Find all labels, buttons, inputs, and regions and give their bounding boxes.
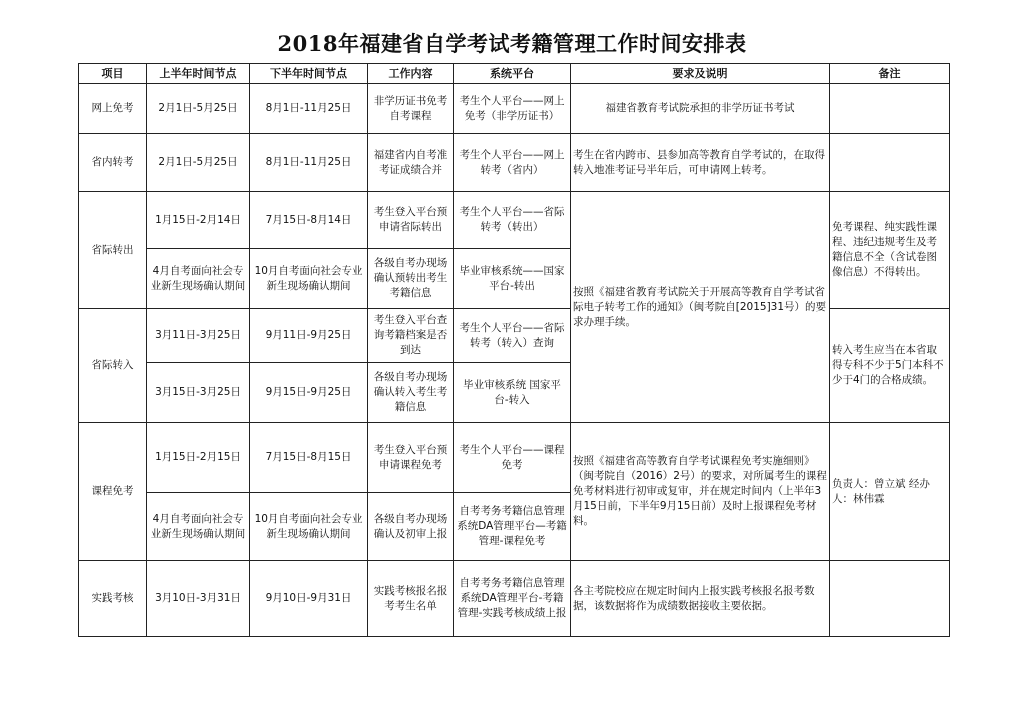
platform-cell: 自考考务考籍信息管理系统DA管理平台-考籍管理-实践考核成绩上报	[454, 561, 571, 637]
work-cell: 各级自考办现场确认转入考生考籍信息	[368, 363, 454, 423]
second-half-cell: 9月10日-9月31日	[250, 561, 368, 637]
remark-cell	[830, 561, 950, 637]
table-row	[79, 561, 950, 637]
first-half-cell: 3月15日-3月25日	[147, 363, 250, 423]
platform-cell: 考生个人平台——网上免考（非学历证书）	[454, 84, 571, 134]
header-item: 项目	[79, 64, 147, 84]
second-half-cell: 8月1日-11月25日	[250, 134, 368, 192]
work-cell: 各级自考办现场确认及初审上报	[368, 493, 454, 561]
remark-cell	[830, 134, 950, 192]
remark-cell: 免考课程、纯实践性课程、违纪违规考生及考籍信息不全（含试卷图像信息）不得转出。	[830, 192, 950, 309]
item-cell: 省内转考	[79, 134, 147, 192]
second-half-cell: 8月1日-11月25日	[250, 84, 368, 134]
second-half-cell: 7月15日-8月15日	[250, 423, 368, 493]
item-cell: 省际转入	[79, 309, 147, 423]
platform-cell: 自考考务考籍信息管理系统DA管理平台—考籍管理-课程免考	[454, 493, 571, 561]
first-half-cell: 4月自考面向社会专业新生现场确认期间	[147, 249, 250, 309]
requirement-cell: 各主考院校应在规定时间内上报实践考核报名报考数据，该数据将作为成绩数据接收主要依据。	[571, 561, 830, 637]
platform-cell: 考生个人平台——省际转考（转出）	[454, 192, 571, 249]
remark-cell: 负责人：曾立斌 经办人：林伟霖	[830, 423, 950, 561]
platform-cell: 考生个人平台——省际转考（转入）查询	[454, 309, 571, 363]
work-cell: 非学历证书免考自考课程	[368, 84, 454, 134]
header-second-half: 下半年时间节点	[250, 64, 368, 84]
item-cell: 实践考核	[79, 561, 147, 637]
first-half-cell: 3月10日-3月31日	[147, 561, 250, 637]
second-half-cell: 9月11日-9月25日	[250, 309, 368, 363]
item-cell: 网上免考	[79, 84, 147, 134]
first-half-cell: 1月15日-2月15日	[147, 423, 250, 493]
second-half-cell: 7月15日-8月14日	[250, 192, 368, 249]
work-cell: 考生登入平台预申请课程免考	[368, 423, 454, 493]
first-half-cell: 3月11日-3月25日	[147, 309, 250, 363]
table-row	[79, 84, 950, 134]
work-cell: 福建省内自考准考证成绩合并	[368, 134, 454, 192]
first-half-cell: 1月15日-2月14日	[147, 192, 250, 249]
header-remark: 备注	[830, 64, 950, 84]
requirement-cell: 考生在省内跨市、县参加高等教育自学考试的，在取得转入地准考证号半年后，可申请网上转考。	[571, 134, 830, 192]
header-requirement: 要求及说明	[571, 64, 830, 84]
platform-cell: 毕业审核系统——国家平台-转出	[454, 249, 571, 309]
second-half-cell: 10月自考面向社会专业新生现场确认期间	[250, 493, 368, 561]
platform-cell: 考生个人平台——课程免考	[454, 423, 571, 493]
work-cell: 实践考核报名报考考生名单	[368, 561, 454, 637]
table-row	[79, 134, 950, 192]
platform-cell: 毕业审核系统 国家平台-转入	[454, 363, 571, 423]
platform-cell: 考生个人平台——网上转考（省内）	[454, 134, 571, 192]
second-half-cell: 10月自考面向社会专业新生现场确认期间	[250, 249, 368, 309]
first-half-cell: 2月1日-5月25日	[147, 134, 250, 192]
page-title: 2018年福建省自学考试考籍管理工作时间安排表	[277, 31, 747, 56]
first-half-cell: 2月1日-5月25日	[147, 84, 250, 134]
remark-cell: 转入考生应当在本省取得专科不少于5门本科不少于4门的合格成绩。	[830, 309, 950, 423]
work-cell: 考生登入平台预申请省际转出	[368, 192, 454, 249]
requirement-cell: 按照《福建省高等教育自学考试课程免考实施细则》（闽考院自（2016）2号）的要求，对所属考生的课程免考材料进行初审或复审，并在规定时间内（上半年3月15日前，下半年9月15日前）及时上报课程免考材料。	[571, 423, 830, 561]
work-cell: 各级自考办现场确认预转出考生考籍信息	[368, 249, 454, 309]
second-half-cell: 9月15日-9月25日	[250, 363, 368, 423]
table-row	[79, 192, 950, 249]
requirement-cell: 按照《福建省教育考试院关于开展高等教育自学考试省际电子转考工作的通知》（闽考院自[2015]31号）的要求办理手续。	[571, 192, 830, 423]
item-cell: 课程免考	[79, 423, 147, 561]
header-work: 工作内容	[368, 64, 454, 84]
header-platform: 系统平台	[454, 64, 571, 84]
schedule-table	[78, 63, 950, 637]
work-cell: 考生登入平台查询考籍档案是否到达	[368, 309, 454, 363]
header-first-half: 上半年时间节点	[147, 64, 250, 84]
table-row	[79, 423, 950, 493]
requirement-cell: 福建省教育考试院承担的非学历证书考试	[571, 84, 830, 134]
item-cell: 省际转出	[79, 192, 147, 309]
remark-cell	[830, 84, 950, 134]
table-header-row	[79, 64, 950, 84]
first-half-cell: 4月自考面向社会专业新生现场确认期间	[147, 493, 250, 561]
